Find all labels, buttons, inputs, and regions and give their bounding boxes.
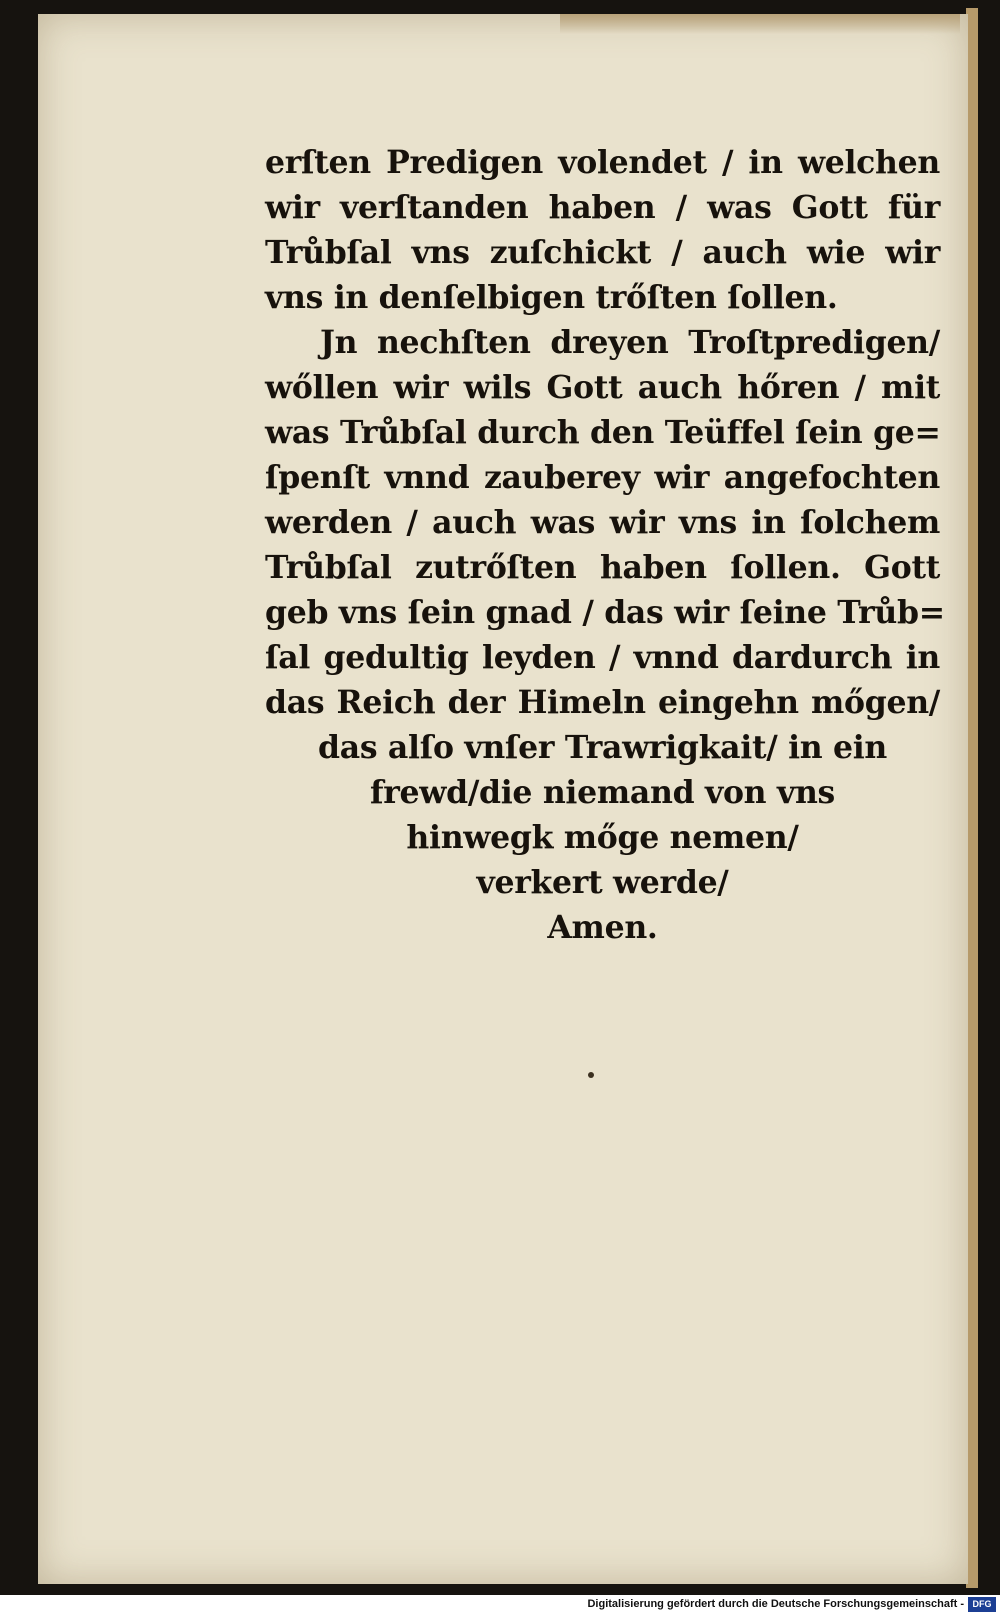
footer-bar	[0, 1595, 1000, 1615]
text-line-tapered: frewd/die niemand von vns	[369, 774, 835, 811]
text-line-tapered: hinwegk mőge nemen/	[406, 819, 799, 856]
ink-dot	[588, 1072, 594, 1078]
page-text	[265, 140, 945, 950]
text-line: ſpenſt vnnd zauberey wir angefochten	[265, 459, 940, 496]
text-line: vns in denſelbigen trőſten ſollen.	[265, 279, 838, 316]
text-line: erſten Predigen volendet / in welchen	[265, 144, 940, 181]
dfg-logo-icon: DFG	[968, 1597, 996, 1612]
text-line: Trůbſal vns zuſchickt / auch wie wir	[265, 234, 940, 271]
page-stain	[560, 14, 960, 34]
text-line: geb vns ſein gnad / das wir ſeine Trůb=	[265, 594, 945, 631]
text-line: ſal gedultig leyden / vnnd dardurch in	[265, 639, 940, 676]
closing-word: Amen.	[547, 909, 658, 946]
text-line: das Reich der Himeln eingehn mőgen/	[265, 684, 940, 721]
text-line: werden / auch was wir vns in ſolchem	[265, 504, 940, 541]
text-line-tapered: das alſo vnſer Trawrigkait/ in ein	[317, 729, 888, 766]
text-line: Trůbſal zutrőſten haben ſollen. Gott	[265, 549, 940, 586]
paragraph-start-line: Jn nechſten dreyen Troſtpredigen/	[320, 324, 940, 361]
text-line-tapered: verkert werde/	[476, 864, 729, 901]
text-line: wőllen wir wils Gott auch hőren / mit	[265, 369, 940, 406]
text-line: was Trůbſal durch den Teüffel ſein ge=	[265, 414, 941, 451]
footer-credit: Digitalisierung gefördert durch die Deutsche Forschungsgemeinschaft -	[587, 1598, 964, 1610]
text-line: wir verſtanden haben / was Gott für	[265, 189, 940, 226]
